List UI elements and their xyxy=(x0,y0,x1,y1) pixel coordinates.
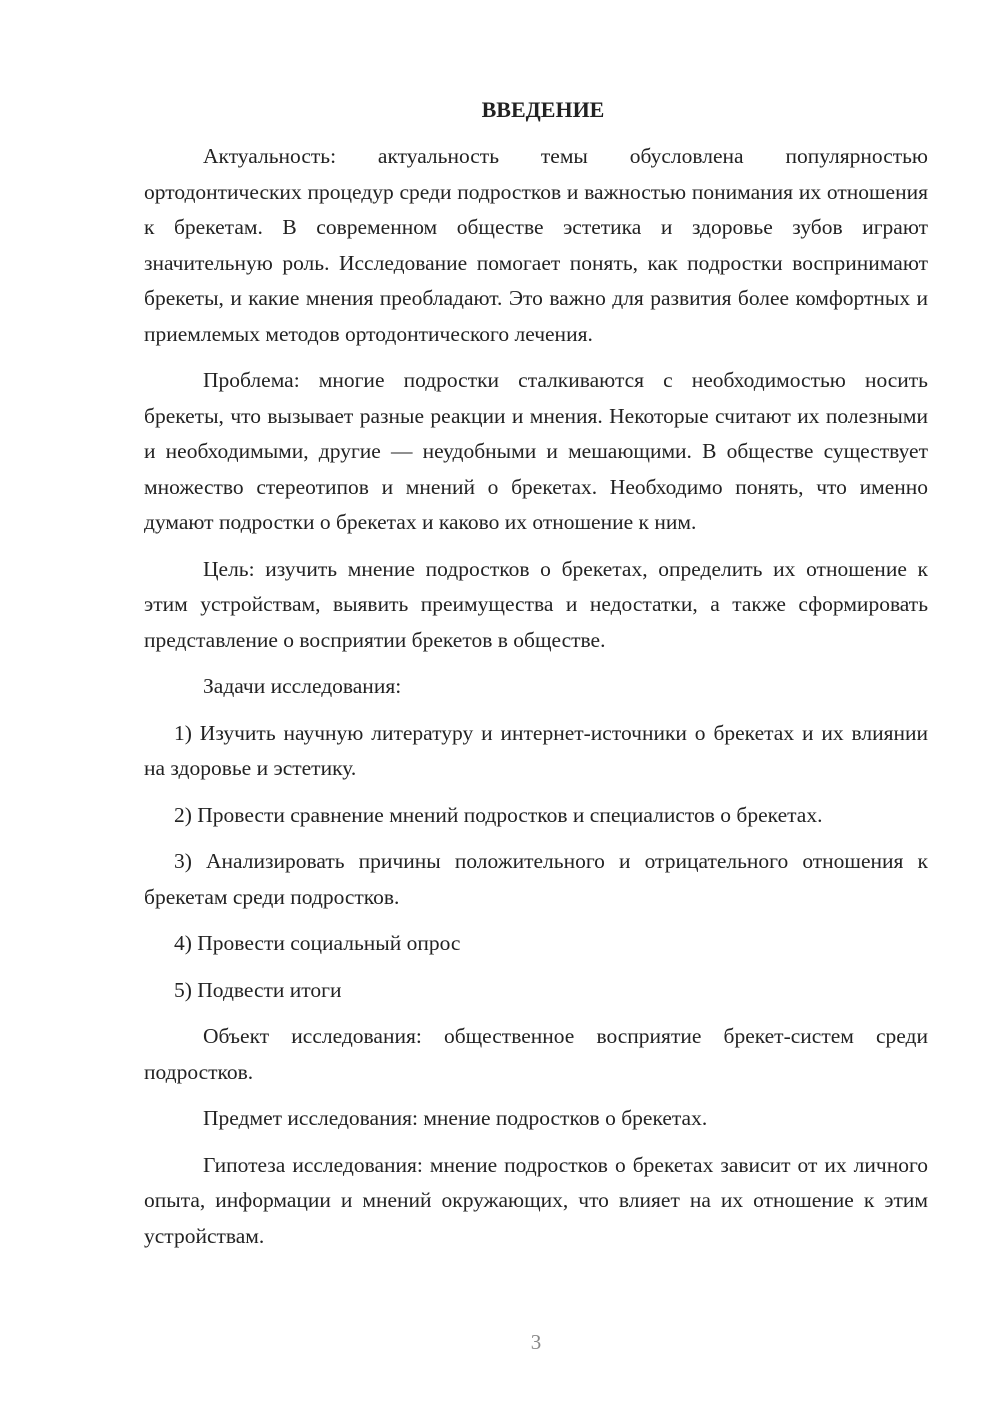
task-item-5: 5) Подвести итоги xyxy=(174,977,342,1002)
paragraph-problem: Проблема: многие подростки сталкиваются с необходимостью носить брекеты, что вызывает разные реакции и мнения. Некоторые считают их полезными и необходимыми, другие — неудобными и мешающими. В обществе существует множество стереотипов и мнений о брекетах. Необходимо понять, что именно думают подростки о брекетах и каково их отношение к ним. xyxy=(144,368,928,534)
tasks-heading: Задачи исследования: xyxy=(203,674,402,698)
task-item-4: 4) Провести социальный опрос xyxy=(174,931,461,955)
task-item-3: 3) Анализировать причины положительного и отрицательного отношения к брекетам среди подростков. xyxy=(144,849,928,909)
task-item-2: 2) Провести сравнение мнений подростков и специалистов о брекетах. xyxy=(174,802,823,827)
document-page xyxy=(144,92,928,1265)
paragraph-goal: Цель: изучить мнение подростков о брекетах, определить их отношение к этим устройствам, выявить преимущества и недостатки, а также сформировать представление о восприятии брекетов в обществе. xyxy=(144,556,928,652)
paragraph-hypothesis: Гипотеза исследования: мнение подростков о брекетах зависит от их личного опыта, информации и мнений окружающих, что влияет на их отношение к этим устройствам. xyxy=(144,1152,928,1248)
paragraph-relevance: Актуальность: актуальность темы обусловлена популярностью ортодонтических процедур среди подростков и важностью понимания их отношения к брекетам. В современном обществе эстетика и здоровье зубов играют значительную роль. Исследование помогает понять, как подростки воспринимают брекеты, и какие мнения преобладают. Это важно для развития более комфортных и приемлемых методов ортодонтического лечения. xyxy=(144,144,928,346)
paragraph-object: Объект исследования: общественное восприятие брекет-систем среди подростков. xyxy=(144,1024,928,1084)
page-number: 3 xyxy=(530,1330,542,1354)
paragraph-subject: Предмет исследования: мнение подростков о брекетах. xyxy=(203,1106,708,1130)
task-item-1: 1) Изучить научную литературу и интернет-источники о брекетах и их влиянии на здоровье и эстетику. xyxy=(144,720,928,780)
page-title: ВВЕДЕНИЕ xyxy=(481,97,605,122)
